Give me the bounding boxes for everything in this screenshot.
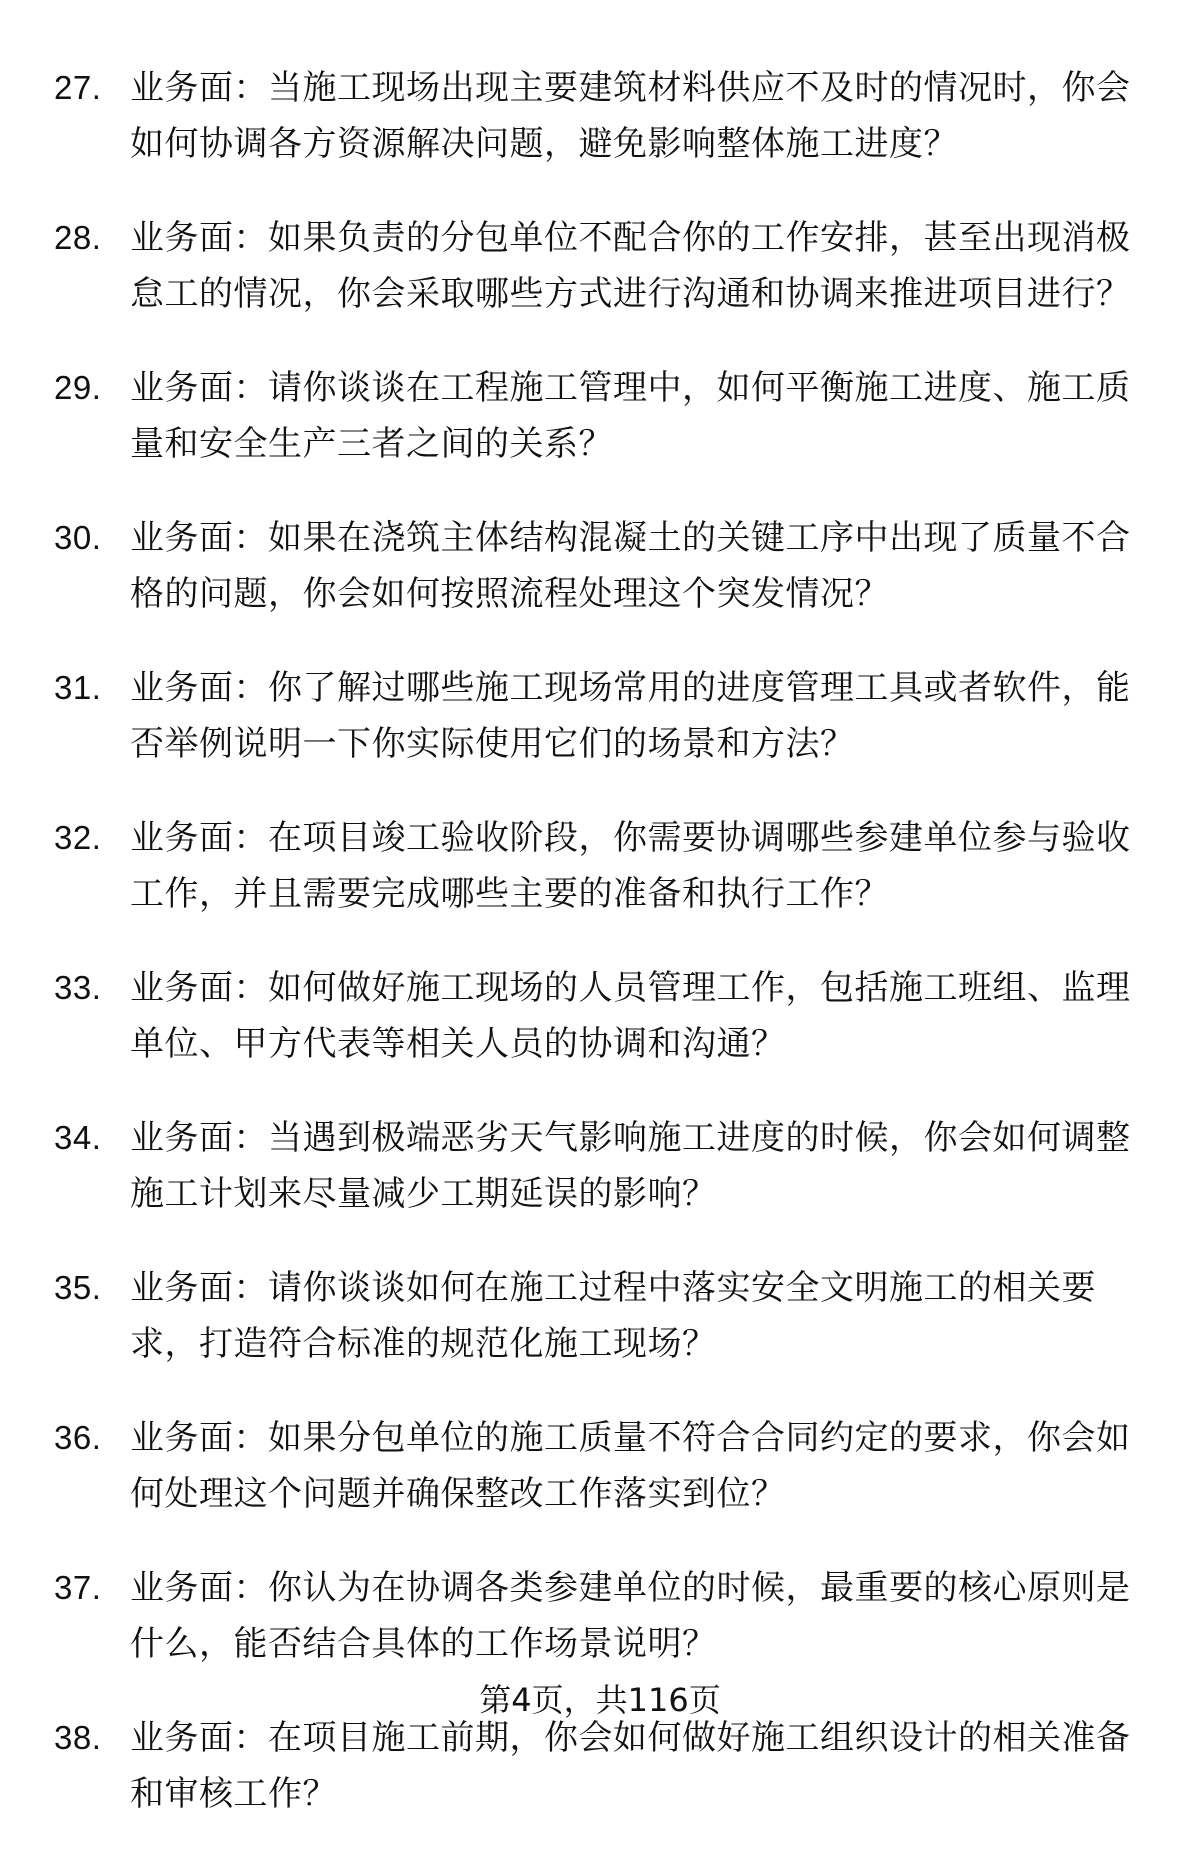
question-list [54,60,1154,1860]
question-text: 业务面：你认为在协调各类参建单位的时候，最重要的核心原则是什么，能否结合具体的工作场景说明？ [130,1568,1131,1664]
page-footer [0,1678,1200,1722]
page-number-label: 第4页，共116页 [479,1681,721,1719]
question-text: 业务面：你了解过哪些施工现场常用的进度管理工具或者软件，能否举例说明一下你实际使用它们的场景和方法？ [130,668,1131,764]
question-number: 30. [54,519,102,556]
question-item [54,210,1154,322]
question-number: 27. [54,69,102,106]
question-item [54,1110,1154,1222]
question-number: 34. [54,1119,102,1156]
question-text: 业务面：请你谈谈如何在施工过程中落实安全文明施工的相关要求，打造符合标准的规范化施工现场？ [130,1268,1096,1364]
question-item [54,1260,1154,1372]
question-text: 业务面：在项目竣工验收阶段，你需要协调哪些参建单位参与验收工作，并且需要完成哪些主要的准备和执行工作？ [130,818,1131,914]
question-text: 业务面：如果分包单位的施工质量不符合合同约定的要求，你会如何处理这个问题并确保整改工作落实到位？ [130,1418,1131,1514]
question-item [54,960,1154,1072]
question-item [54,1410,1154,1522]
question-number: 31. [54,669,102,706]
question-number: 37. [54,1569,102,1606]
question-number: 32. [54,819,102,856]
question-item [54,510,1154,622]
question-text: 业务面：如果在浇筑主体结构混凝土的关键工序中出现了质量不合格的问题，你会如何按照流程处理这个突发情况？ [130,518,1131,614]
question-number: 33. [54,969,102,1006]
question-text: 业务面：如何做好施工现场的人员管理工作，包括施工班组、监理单位、甲方代表等相关人员的协调和沟通？ [130,968,1131,1064]
question-number: 29. [54,369,102,406]
question-item [54,360,1154,472]
question-text: 业务面：当施工现场出现主要建筑材料供应不及时的情况时，你会如何协调各方资源解决问题，避免影响整体施工进度？ [130,68,1131,164]
question-text: 业务面：当遇到极端恶劣天气影响施工进度的时候，你会如何调整施工计划来尽量减少工期延误的影响？ [130,1118,1131,1214]
question-number: 35. [54,1269,102,1306]
question-item [54,1710,1154,1822]
question-number: 28. [54,219,102,256]
question-number: 36. [54,1419,102,1456]
question-text: 业务面：请你谈谈在工程施工管理中，如何平衡施工进度、施工质量和安全生产三者之间的关系？ [130,368,1131,464]
question-text: 业务面：如果负责的分包单位不配合你的工作安排，甚至出现消极怠工的情况，你会采取哪些方式进行沟通和协调来推进项目进行？ [130,218,1131,314]
question-text: 业务面：在项目施工前期，你会如何做好施工组织设计的相关准备和审核工作？ [130,1718,1131,1814]
question-item [54,660,1154,772]
question-number: 38. [54,1719,102,1756]
question-item [54,60,1154,172]
question-item [54,1560,1154,1672]
question-item [54,810,1154,922]
